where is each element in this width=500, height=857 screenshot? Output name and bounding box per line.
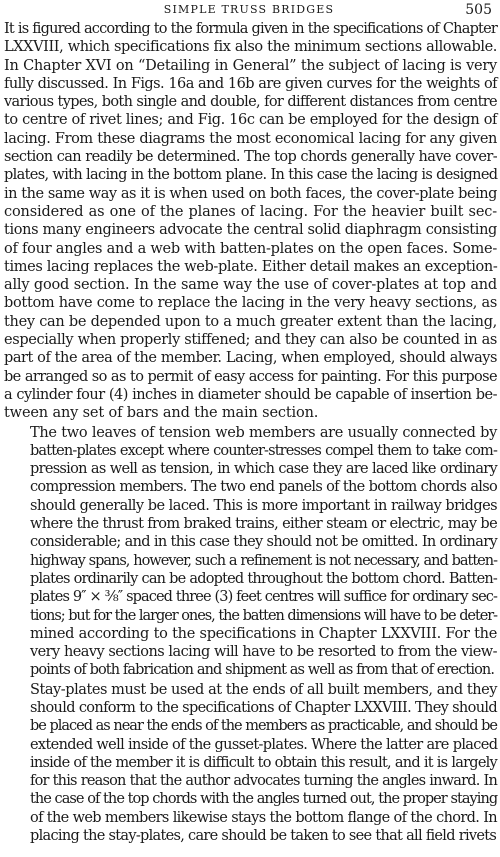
text-line: mined according to the specifications in Chapter LXXVIII. For the	[30, 625, 497, 642]
text-line: extended well inside of the gusset-plates. Where the latter are placed	[30, 736, 498, 753]
text-line: highway spans, however, such a refinement is not necessary, and batten-	[30, 552, 497, 569]
text-line: plates 9″ × ⅜″ spaced three (3) feet centres will suffice for ordinary sec-	[30, 589, 497, 606]
text-line: times lacing replaces the web-plate. Either detail makes an exception-	[4, 258, 498, 275]
text-line: of the web members likewise stays the bottom flange of the chord. In	[30, 809, 497, 826]
paragraph	[4, 681, 497, 846]
text-line: Stay-plates must be used at the ends of all built members, and they	[30, 681, 497, 698]
text-line: inside of the member it is difficult to obtain this result, and it is largely	[30, 754, 497, 771]
text-line: bottom have come to replace the lacing in the very heavy sections, as	[4, 295, 497, 312]
text-line: various types, both single and double, for different distances from centre	[4, 94, 497, 111]
text-line: they can be depended upon to a much greater extent than the lacing,	[4, 313, 497, 330]
text-line: points of both fabrication and shipment as well as from that of erection.	[30, 662, 495, 679]
text-line: compression members. The two end panels of the bottom chords also	[30, 479, 497, 496]
text-line: tween any set of bars and the main section.	[4, 405, 319, 422]
text-line: very heavy sections lacing will have to be resorted to from the view-	[30, 644, 497, 661]
text-line: of four angles and a web with batten-plates on the open faces. Some-	[4, 240, 497, 257]
text-line: plates ordinarily can be adopted throughout the bottom chord. Batten-	[30, 570, 497, 587]
paragraph	[4, 20, 497, 423]
text-line: lacing. From these diagrams the most economical lacing for any given	[4, 130, 497, 147]
text-line: pression as well as tension, in which case they are laced like ordinary	[30, 461, 497, 478]
body-text	[4, 20, 497, 845]
page-number: 505	[465, 2, 492, 18]
paragraph	[4, 424, 497, 680]
text-line: a cylinder four (4) inches in diameter should be capable of insertion be-	[4, 386, 497, 403]
text-line: plates, with lacing in the bottom plane. In this case the lacing is designed	[4, 167, 498, 184]
text-line: be placed as near the ends of the members as practicable, and should be	[30, 718, 497, 735]
text-line: where the thrust from braked trains, either steam or electric, may be	[30, 516, 497, 533]
text-line: part of the area of the member. Lacing, when employed, should always	[4, 350, 497, 367]
text-line: section can readily be determined. The top chords generally have cover-	[4, 149, 497, 166]
text-line: tions many engineers advocate the central solid diaphragm consisting	[4, 222, 497, 239]
text-line: the case of the top chords with the angles turned out, the proper staying	[30, 791, 498, 808]
text-line: for this reason that the author advocates turning the angles inward. In	[30, 773, 497, 790]
text-line: It is figured according to the formula given in the specifications of Chapter	[4, 21, 497, 37]
running-head: SIMPLE TRUSS BRIDGES	[163, 3, 335, 16]
text-line: fully discussed. In Figs. 16a and 16b are given curves for the weights of	[4, 75, 497, 92]
text-line: in the same way as it is when used on both faces, the cover-plate being	[4, 185, 497, 202]
text-line: should conform to the specifications of Chapter LXXVIII. They should	[30, 699, 498, 716]
text-line: especially when properly stiffened; and they can also be counted in as	[4, 332, 497, 349]
text-line: be arranged so as to permit of easy access for painting. For this purpose	[4, 368, 497, 385]
text-line: The two leaves of tension web members are usually connected by	[30, 424, 497, 441]
text-line: to centre of rivet lines; and Fig. 16c can be employed for the design of	[4, 112, 497, 129]
text-line: LXXVIII, which specifications fix also the minimum sections allowable.	[4, 39, 497, 56]
text-line: ally good section. In the same way the use of cover-plates at top and	[4, 277, 497, 294]
text-line: placing the stay-plates, care should be taken to see that all field rivets	[30, 828, 497, 845]
text-line: considerable; and in this case they should not be omitted. In ordinary	[30, 534, 498, 551]
text-line: tions; but for the larger ones, the batten dimensions will have to be deter-	[30, 607, 497, 624]
page-header	[6, 2, 492, 18]
text-line: considered as one of the planes of lacing. For the heavier built sec-	[4, 203, 497, 220]
text-line: batten-plates except where counter-stresses compel them to take com-	[30, 442, 497, 459]
text-line: should generally be laced. This is more important in railway bridges	[30, 497, 497, 514]
text-line: In Chapter XVI on “Detailing in General” the subject of lacing is very	[4, 57, 497, 74]
